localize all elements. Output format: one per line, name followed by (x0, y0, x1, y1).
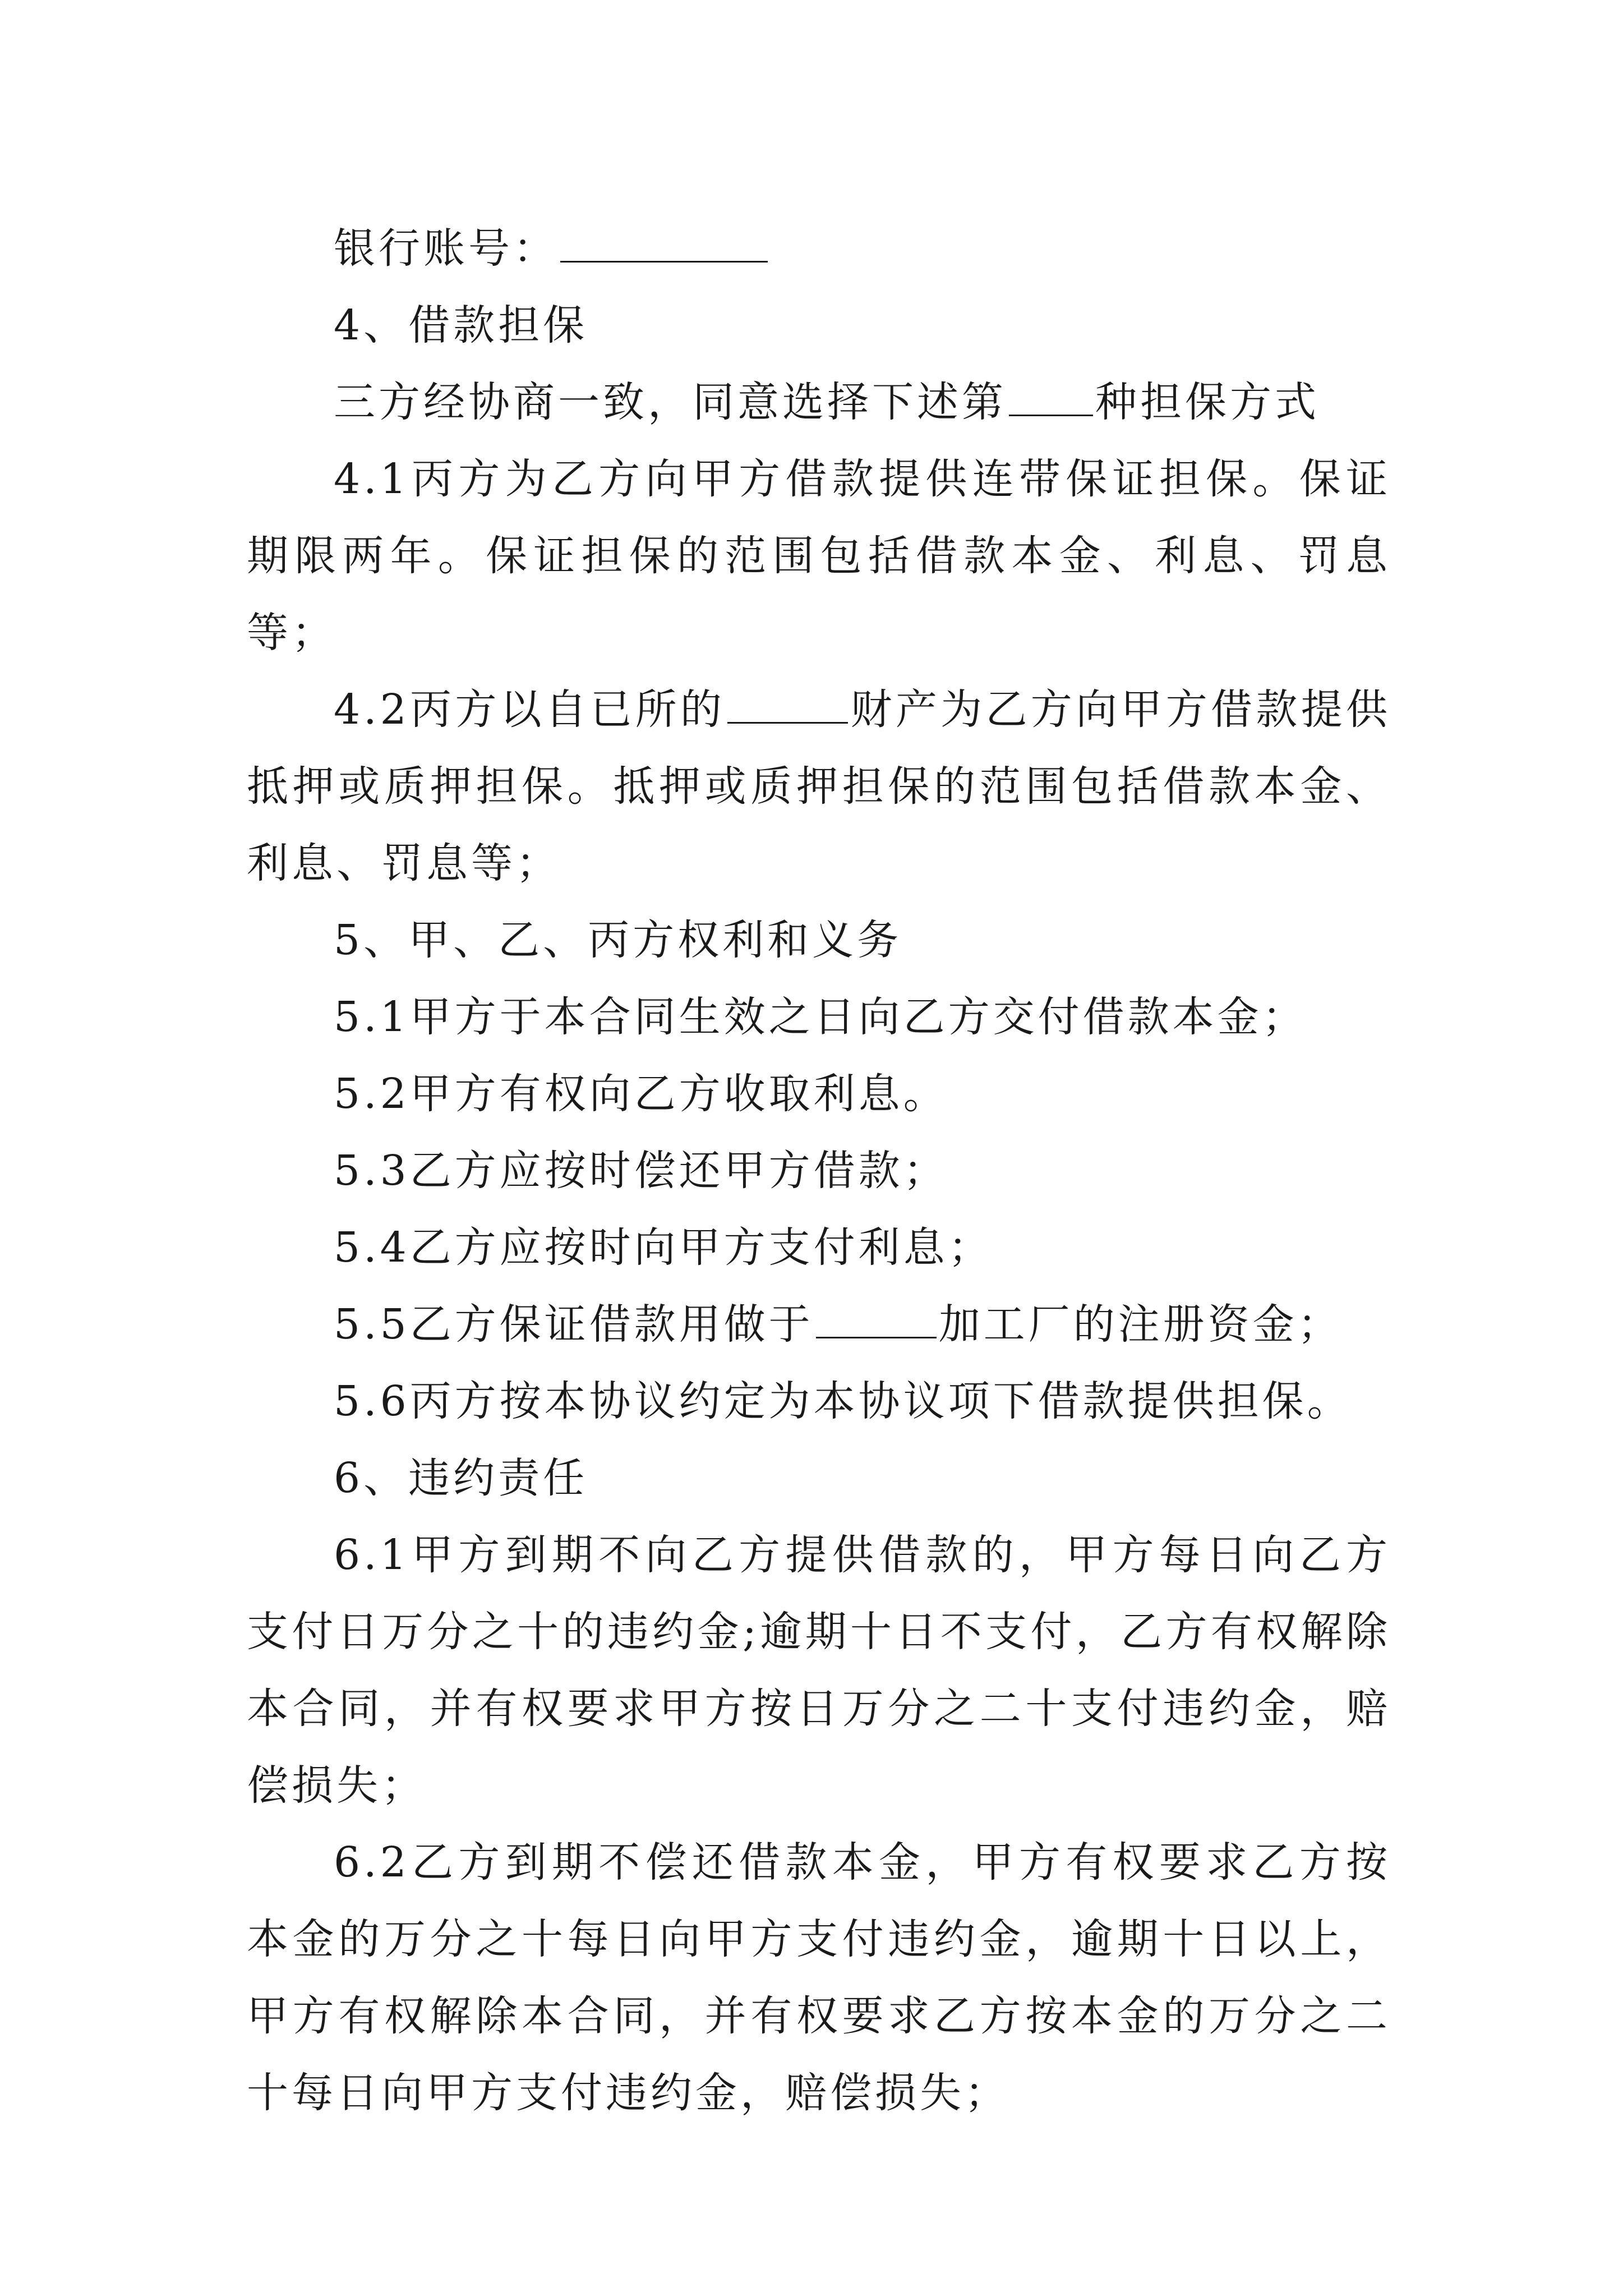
clause-6-2: 6.2乙方到期不偿还借款本金，甲方有权要求乙方按本金的万分之十每日向甲方支付违约金，逾期十日以上，甲方有权解除本合同，并有权要求乙方按本金的万分之二十每日向甲方支付违约金，赔偿损失； (247, 1838, 1391, 2117)
clause-4-2-blank (727, 687, 848, 724)
section-5-heading: 5、甲、乙、丙方权利和义务 (334, 916, 902, 964)
clause-5-5 (247, 1286, 1391, 1363)
bank-account-label: 银行账号： (334, 224, 558, 273)
guarantee-choice-blank (1009, 380, 1093, 416)
paragraph-bank-account (247, 210, 1391, 287)
document-body (247, 210, 1391, 2132)
clause-4-2-text-before: 4.2丙方以自已所的 (334, 685, 726, 734)
clause-5-5-blank (816, 1302, 937, 1338)
clause-5-2: 5.2甲方有权向乙方收取利息。 (334, 1070, 948, 1118)
clause-5-4: 5.4乙方应按时向甲方支付利息； (334, 1223, 993, 1272)
clause-5-3: 5.3乙方应按时偿还甲方借款； (334, 1147, 948, 1195)
section-6-heading: 6、违约责任 (334, 1454, 588, 1502)
bank-account-blank (560, 226, 768, 263)
guarantee-choice-text-after: 种担保方式 (1095, 378, 1320, 426)
clause-4-1: 4.1丙方为乙方向甲方借款提供连带保证担保。保证期限两年。保证担保的范围包括借款本金、利息、罚息等； (247, 455, 1391, 657)
paragraph-guarantee-choice (247, 364, 1391, 441)
clause-6-1: 6.1甲方到期不向乙方提供借款的，甲方每日向乙方支付日万分之十的违约金;逾期十日不支付，乙方有权解除本合同，并有权要求甲方按日万分之二十支付违约金，赔偿损失； (247, 1531, 1391, 1810)
guarantee-choice-text-before: 三方经协商一致，同意选择下述第 (334, 378, 1007, 426)
section-4-heading: 4、借款担保 (334, 301, 588, 349)
clause-4-2-text-after: 财产为乙方向甲方借款提供抵押或质押担保。抵押或质押担保的范围包括借款本金、利息、罚息等； (247, 685, 1391, 887)
clause-5-5-text-after: 加工厂的注册资金； (938, 1300, 1343, 1349)
clause-5-1: 5.1甲方于本合同生效之日向乙方交付借款本金； (334, 993, 1307, 1041)
clause-5-6: 5.6丙方按本协议约定为本协议项下借款提供担保。 (334, 1377, 1352, 1425)
clause-4-2 (247, 671, 1391, 902)
clause-5-5-text-before: 5.5乙方保证借款用做于 (334, 1300, 814, 1349)
